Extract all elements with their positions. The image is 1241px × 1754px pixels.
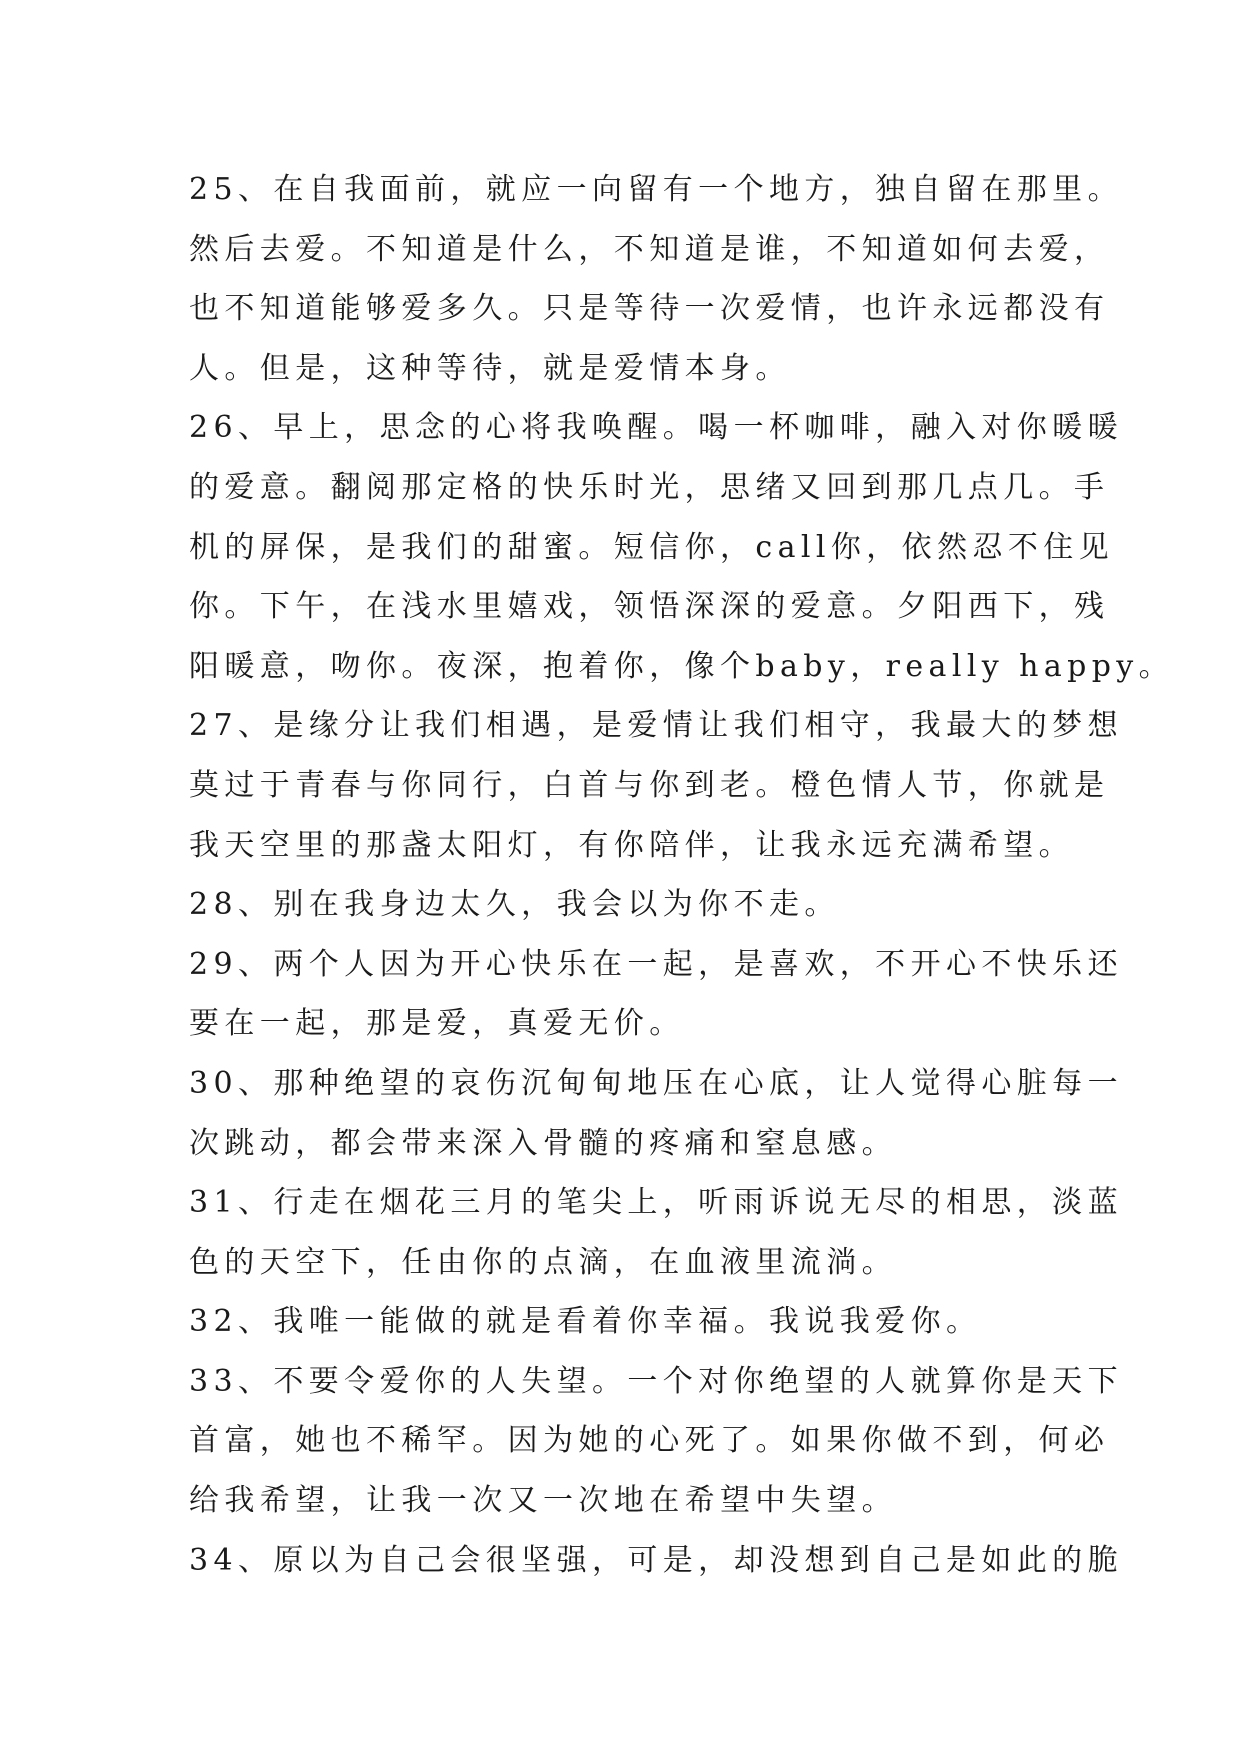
text-line: 的爱意。翻阅那定格的快乐时光，思绪又回到那几点几。手 xyxy=(189,469,1110,505)
text-line: 你。下午，在浅水里嬉戏，领悟深深的爱意。夕阳西下，残 xyxy=(189,589,1110,625)
document-body xyxy=(189,160,1175,1590)
text-line: 次跳动，都会带来深入骨髓的疼痛和窒息感。 xyxy=(189,1125,897,1161)
text-line: 32、我唯一能做的就是看着你幸福。我说我爱你。 xyxy=(189,1304,982,1340)
text-line: 33、不要令爱你的人失望。一个对你绝望的人就算你是天下 xyxy=(189,1363,1123,1399)
text-line: 25、在自我面前，就应一向留有一个地方，独自留在那里。 xyxy=(189,172,1123,207)
text-line: 也不知道能够爱多久。只是等待一次爱情，也许永远都没有 xyxy=(189,291,1110,327)
text-line: 莫过于青春与你同行，白首与你到老。橙色情人节，你就是 xyxy=(189,767,1110,803)
text-line: 机的屏保，是我们的甜蜜。短信你，call你，依然忍不住见 xyxy=(189,529,1115,565)
text-line: 28、别在我身边太久，我会以为你不走。 xyxy=(189,887,840,923)
text-line: 29、两个人因为开心快乐在一起，是喜欢，不开心不快乐还 xyxy=(189,946,1123,982)
text-line: 30、那种绝望的哀伤沉甸甸地压在心底，让人觉得心脏每一 xyxy=(189,1065,1123,1101)
text-line: 然后去爱。不知道是什么，不知道是谁，不知道如何去爱， xyxy=(189,231,1110,267)
text-line: 31、行走在烟花三月的笔尖上，听雨诉说无尽的相思，淡蓝 xyxy=(189,1185,1123,1221)
text-line: 34、原以为自己会很坚强，可是，却没想到自己是如此的脆 xyxy=(189,1542,1123,1578)
text-line: 27、是缘分让我们相遇，是爱情让我们相守，我最大的梦想 xyxy=(189,708,1123,744)
text-line: 色的天空下，任由你的点滴，在血液里流淌。 xyxy=(189,1244,897,1280)
text-line: 首富，她也不稀罕。因为她的心死了。如果你做不到，何必 xyxy=(189,1423,1110,1459)
text-line: 人。但是，这种等待，就是爱情本身。 xyxy=(189,350,791,386)
text-line: 阳暖意，吻你。夜深，抱着你，像个baby，really happy。 xyxy=(189,648,1175,684)
text-line: 要在一起，那是爱，真爱无价。 xyxy=(189,1006,685,1042)
text-line: 我天空里的那盏太阳灯，有你陪伴，让我永远充满希望。 xyxy=(189,827,1074,863)
text-line: 26、早上，思念的心将我唤醒。喝一杯咖啡，融入对你暖暖 xyxy=(189,410,1123,446)
text-line: 给我希望，让我一次又一次地在希望中失望。 xyxy=(189,1483,897,1519)
